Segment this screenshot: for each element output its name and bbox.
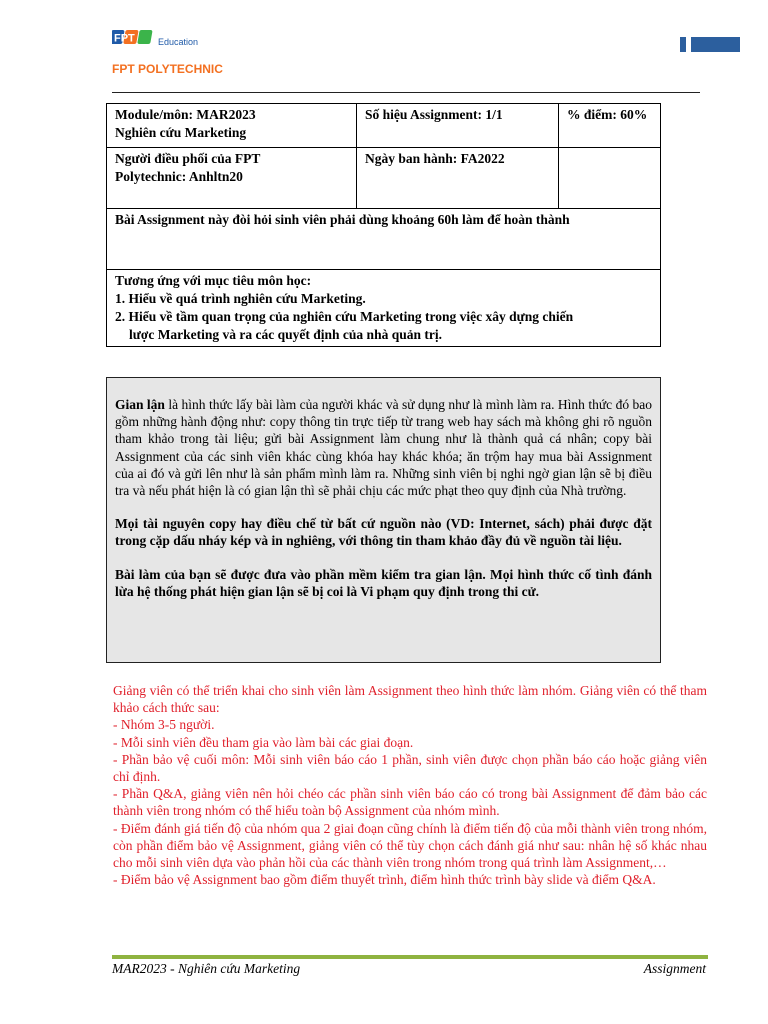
header-accent-block-large <box>691 37 740 52</box>
plagiarism-term: Gian lận <box>115 397 165 412</box>
empty-cell <box>559 148 661 209</box>
objective-2: 2. Hiểu về tầm quan trọng của nghiên cứu Marketing trong việc xây dựng chiến <box>115 309 574 324</box>
issue-date-cell: Ngày ban hành: FA2022 <box>357 148 559 209</box>
objectives-cell <box>107 270 661 347</box>
percent-cell: % điểm: 60% <box>559 104 661 148</box>
group-work-item: - Mỗi sinh viên đều tham gia vào làm bài các giai đoạn. <box>113 734 414 750</box>
group-work-item: - Phần Q&A, giảng viên nên hỏi chéo các phần sinh viên báo cáo có trong bài Assignment để đảm bảo các thành viên trong nhóm có thể hiểu toàn bộ Assignment của nhóm mình. <box>113 786 707 819</box>
footer-doc-type: Assignment <box>643 961 706 976</box>
plagiarism-check-rule-text: Bài làm của bạn sẽ được đưa vào phần mềm kiểm tra gian lận. Mọi hình thức cố tình đánh lừa hệ thống phát hiện gian lận sẽ bị coi là Vi phạm quy định trong thi cử. <box>115 566 652 599</box>
school-name: FPT POLYTECHNIC <box>112 62 223 76</box>
coordinator-line-1: Người điều phối của FPT <box>115 151 261 166</box>
hours-cell: Bài Assignment này đòi hỏi sinh viên phải dùng khoảng 60h làm để hoàn thành <box>107 209 661 270</box>
group-work-item: - Phần bảo vệ cuối môn: Mỗi sinh viên báo cáo 1 phần, sinh viên được chọn phần báo cáo hoặc giảng viên chỉ định. <box>113 751 707 785</box>
module-code: Module/môn: MAR2023 <box>115 107 256 122</box>
group-work-item: - Nhóm 3-5 người. <box>113 717 215 733</box>
module-name: Nghiên cứu Marketing <box>115 125 247 140</box>
objective-2-continued: lược Marketing và ra các quyết định của nhà quản trị. <box>129 327 442 342</box>
footer-course: MAR2023 - Nghiên cứu Marketing <box>112 961 301 976</box>
citation-rule <box>115 515 652 549</box>
header-divider <box>112 92 700 93</box>
objectives-title: Tương ứng với mục tiêu môn học: <box>115 273 312 288</box>
plagiarism-definition-text: là hình thức lấy bài làm của người khác và sử dụng như là mình làm ra. Hình thức đó bao gồm những hành động như: copy thông tin trực tiếp từ trang web hay sách mà không ghi rõ nguồn tham khảo trong tài liệu; gửi bài Assignment làm chung như là thành quả cá nhân; copy bài Assignment của các sinh viên khác cùng khóa hay khác khóa; ăn trộm hay mua bài Assignment của ai đó và gửi lên như là sản phẩm mình làm ra. Những sinh viên bị nghi ngờ gian lận sẽ bị điều tra và nếu phát hiện là có gian lận thì sẽ phải chịu các mức phạt theo quy định của Nhà trường. <box>115 397 652 499</box>
group-work-instructions <box>113 682 707 888</box>
header-accent-block-small <box>680 37 686 52</box>
citation-rule-text: Mọi tài nguyên copy hay điều chế từ bất cứ nguồn nào (VD: Internet, sách) phải được đặt trong cặp dấu nháy kép và in nghiêng, với thông tin tham khảo đầy đủ về nguồn tài liệu. <box>115 516 652 549</box>
group-work-item: - Điểm bảo vệ Assignment bao gồm điểm thuyết trình, điểm hình thức trình bày slide và điểm Q&A. <box>113 872 656 888</box>
group-work-intro: Giảng viên có thể triển khai cho sinh viên làm Assignment theo hình thức làm nhóm. Giảng viên có thể tham khảo cách thức sau: <box>113 683 707 716</box>
module-cell <box>107 104 357 148</box>
assignment-number-cell: Số hiệu Assignment: 1/1 <box>357 104 559 148</box>
logo-education-label: Education <box>158 37 199 47</box>
svg-text:FPT: FPT <box>114 32 135 45</box>
footer-divider <box>112 955 708 959</box>
group-work-item: - Điểm đánh giá tiến độ của nhóm qua 2 giai đoạn cũng chính là điểm tiến độ của mỗi thành viên trong nhóm, còn phần điểm bảo vệ Assignment, giảng viên có thể tùy chọn cách đánh giá như sau: nhân hệ số khác nhau cho mỗi sinh viên dựa vào phản hồi của các thành viên trong nhóm trong quá trình làm Assignment,… <box>113 820 707 871</box>
coordinator-line-2: Polytechnic: Anhltn20 <box>115 169 243 184</box>
plagiarism-definition <box>115 396 652 499</box>
fpt-logo-icon <box>112 28 302 52</box>
assignment-info-table <box>106 103 661 347</box>
coordinator-cell <box>107 148 357 209</box>
plagiarism-check-rule <box>115 566 652 600</box>
plagiarism-notice-box <box>106 377 661 663</box>
objective-1: 1. Hiểu về quá trình nghiên cứu Marketing. <box>115 291 366 306</box>
